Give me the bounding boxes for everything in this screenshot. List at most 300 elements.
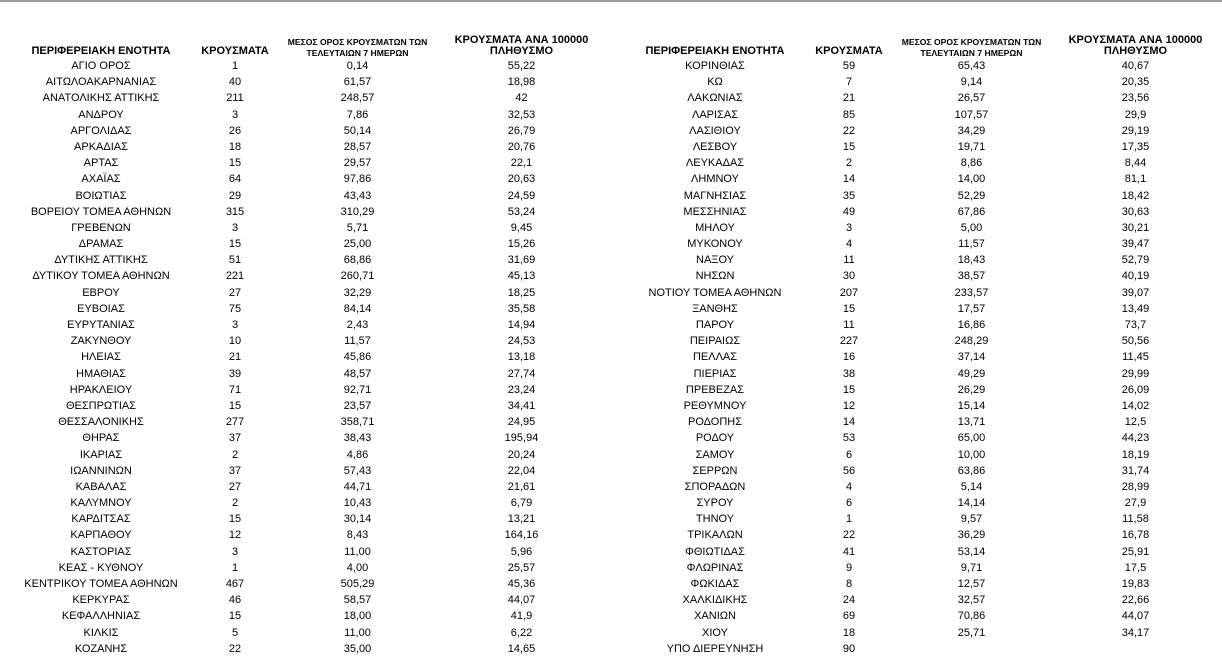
per100k-cell: 40,67 [1121,60,1150,72]
header-region: ΠΕΡΙΦΕΡΕΙΑΚΗ ΕΝΟΤΗΤΑ [31,45,171,58]
avg7-cell: 26,57 [957,92,986,105]
per100k-cell: 20,35 [1121,76,1150,89]
cases-cell: 2 [231,497,239,510]
cases-cell: 12 [228,529,242,542]
region-cell: ΜΕΣΣΗΝΙΑΣ [683,205,747,218]
avg7-cell: 35,00 [343,642,372,655]
per100k-cell: 6,22 [510,626,533,639]
cases-cell: 75 [228,302,242,315]
region-cell: ΣΠΟΡΑΔΩΝ [684,480,746,493]
region-cell: ΑΡΓΟΛΙΔΑΣ [70,124,132,137]
per100k-cell: 24,95 [507,416,536,429]
region-cell: ΚΕΡΚΥΡΑΣ [72,594,130,607]
cases-cell: 22 [842,124,856,137]
avg7-cell: 11,57 [958,238,985,251]
avg7-cell: 14,14 [957,497,986,510]
cases-cell: 51 [228,254,242,267]
cases-cell: 3 [231,319,239,331]
cases-cell: 6 [845,497,853,510]
region-cell: ΘΕΣΣΑΛΟΝΙΚΗΣ [58,416,144,429]
avg7-cell: 26,29 [957,383,986,396]
avg7-cell: 12,57 [957,578,986,590]
cases-cell: 69 [842,610,856,623]
avg7-cell: 233,57 [954,286,989,299]
cases-cell: 3 [231,545,239,558]
header-avg7: ΜΕΣΟΣ ΟΡΟΣ ΚΡΟΥΣΜΑΤΩΝ ΤΩΝ ΤΕΛΕΥΤΑΙΩΝ 7 ΗΜΕΡΩΝ [287,37,428,58]
per100k-cell: 17,5 [1124,561,1147,574]
avg7-cell: 8,43 [346,529,369,542]
per100k-cell: 8,44 [1124,157,1147,170]
region-cell: ΚΑΛΥΜΝΟΥ [70,497,132,510]
region-cell: ΠΕΙΡΑΙΩΣ [689,335,741,348]
cases-cell: 211 [226,92,244,105]
cases-cell: 49 [842,205,856,218]
region-cell: ΔΥΤΙΚΟΥ ΤΟΜΕΑ ΑΘΗΝΩΝ [32,270,170,283]
header-avg7: ΜΕΣΟΣ ΟΡΟΣ ΚΡΟΥΣΜΑΤΩΝ ΤΩΝ ΤΕΛΕΥΤΑΙΩΝ 7 ΗΜΕΡΩΝ [901,37,1042,58]
per100k-cell: 20,76 [507,140,536,153]
region-cell: ΠΕΛΛΑΣ [692,351,738,364]
cases-cell: 90 [842,642,856,655]
region-cell: ΕΥΡΥΤΑΝΙΑΣ [67,319,135,331]
per100k-cell: 18,98 [507,76,536,89]
avg7-cell: 5,14 [960,480,983,493]
avg7-cell: 49,29 [957,367,986,380]
region-cell: ΛΕΣΒΟΥ [692,140,738,153]
region-cell: ΧΑΝΙΩΝ [694,610,736,623]
cases-cell: 85 [842,108,856,121]
per100k-cell: 24,59 [507,189,536,202]
per100k-cell: 28,99 [1121,480,1150,493]
header-cases: ΚΡΟΥΣΜΑΤΑ [815,45,883,58]
avg7-cell: 248,57 [340,92,375,105]
region-cell: ΛΗΜΝΟΥ [691,173,739,186]
cases-cell: 22 [228,642,242,655]
region-cell: ΚΕΑΣ - ΚΥΘΝΟΥ [58,561,144,574]
region-cell: ΕΒΡΟΥ [82,286,120,299]
per100k-cell: 29,19 [1121,124,1150,137]
avg7-cell: 50,14 [343,124,372,137]
region-cell: ΠΡΕΒΕΖΑΣ [685,383,745,396]
avg7-cell: 4,86 [346,448,369,461]
cases-cell: 221 [225,270,245,283]
cases-cell: 4 [845,480,853,493]
avg7-cell: 13,71 [957,416,986,429]
region-cell: ΥΠΟ ΔΙΕΡΕΥΝΗΣΗ [666,642,764,655]
avg7-cell: 17,57 [957,302,986,315]
cases-cell: 11 [843,254,855,267]
avg7-cell: 15,14 [957,399,986,412]
cases-cell: 6 [845,448,853,461]
avg7-cell: 84,14 [343,302,372,315]
avg7-cell: 92,71 [343,383,372,396]
per100k-cell: 31,74 [1121,464,1150,477]
avg7-cell: 19,71 [957,140,986,153]
avg7-cell: 25,00 [343,238,372,251]
per100k-cell: 45,36 [507,578,536,590]
cases-cell: 38 [842,367,856,380]
avg7-cell: 248,29 [954,335,989,348]
region-cell: ΡΕΘΥΜΝΟΥ [683,399,747,412]
region-cell: ΚΟΖΑΝΗΣ [74,642,128,655]
region-cell: ΦΩΚΙΔΑΣ [690,578,740,590]
avg7-cell: 67,86 [957,205,986,218]
cases-cell: 64 [228,173,242,186]
avg7-cell: 310,29 [340,205,375,218]
avg7-cell: 14,00 [957,173,986,186]
per100k-cell: 26,79 [507,124,536,137]
per100k-cell: 52,79 [1121,254,1150,267]
avg7-cell: 7,86 [346,108,369,121]
cases-cell: 56 [842,464,856,477]
cases-cell: 8 [845,578,853,590]
avg7-cell: 65,43 [957,60,986,72]
region-cell: ΝΑΞΟΥ [696,254,734,267]
cases-cell: 315 [225,205,245,218]
per100k-cell: 19,83 [1121,578,1150,590]
per100k-cell: 45,13 [507,270,536,283]
region-cell: ΦΛΩΡΙΝΑΣ [686,561,744,574]
region-cell: ΡΟΔΟΥ [695,432,735,445]
region-cell: ΘΗΡΑΣ [82,432,120,445]
per100k-cell: 44,07 [1121,610,1150,623]
avg7-cell: 9,71 [960,561,983,574]
avg7-cell: 53,14 [957,545,986,558]
per100k-cell: 40,19 [1121,270,1150,283]
region-cell: ΠΙΕΡΙΑΣ [693,367,737,380]
per100k-cell: 25,91 [1121,545,1150,558]
per100k-cell: 30,21 [1121,221,1150,234]
cases-cell: 24 [842,594,856,607]
per100k-cell: 11,45 [1122,351,1149,364]
avg7-cell: 43,43 [343,189,372,202]
region-cell: ΜΗΛΟΥ [695,221,735,234]
per100k-cell: 23,24 [507,383,536,396]
region-cell: ΒΟΙΩΤΙΑΣ [75,189,127,202]
region-cell: ΚΕΝΤΡΙΚΟΥ ΤΟΜΕΑ ΑΘΗΝΩΝ [24,578,178,590]
cases-cell: 22 [842,529,856,542]
per100k-cell: 195,94 [504,432,539,445]
region-cell: ΤΗΝΟΥ [695,513,735,526]
per100k-cell: 22,1 [510,157,533,170]
avg7-cell: 358,71 [340,416,375,429]
per100k-cell: 25,57 [507,561,536,574]
cases-cell: 14 [842,173,856,186]
cases-cell: 467 [225,578,245,590]
region-cell: ΚΑΣΤΟΡΙΑΣ [70,545,132,558]
per100k-cell: 42 [515,92,528,105]
cases-cell: 2 [845,157,853,170]
region-cell: ΒΟΡΕΙΟΥ ΤΟΜΕΑ ΑΘΗΝΩΝ [30,205,172,218]
per100k-cell: 20,24 [507,448,536,461]
cases-cell: 15 [228,399,242,412]
avg7-cell: 0,14 [346,60,369,72]
per100k-cell: 23,56 [1121,92,1150,105]
cases-cell: 9 [845,561,853,574]
cases-cell: 15 [842,302,856,315]
cases-cell: 14 [842,416,856,429]
per100k-cell: 35,58 [507,302,536,315]
per100k-cell: 32,53 [507,108,536,121]
per100k-cell: 81,1 [1124,173,1147,186]
region-cell: ΜΥΚΟΝΟΥ [687,238,743,251]
avg7-cell: 5,71 [346,221,369,234]
region-cell: ΣΥΡΟΥ [696,497,734,510]
per100k-cell: 44,23 [1121,432,1150,445]
per100k-cell: 27,9 [1124,497,1147,510]
region-cell: ΦΘΙΩΤΙΔΑΣ [685,545,745,558]
per100k-cell: 39,07 [1121,286,1150,299]
per100k-cell: 50,56 [1121,335,1150,348]
region-cell: ΙΚΑΡΙΑΣ [79,448,123,461]
per100k-cell: 30,63 [1121,205,1150,218]
cases-cell: 37 [228,432,242,445]
cases-cell: 46 [228,594,242,607]
per100k-cell: 29,99 [1121,367,1150,380]
avg7-cell: 36,29 [957,529,986,542]
per100k-cell: 44,07 [507,594,536,607]
top-border [0,0,1222,2]
cases-cell: 227 [839,335,859,348]
region-cell: ΓΡΕΒΕΝΩΝ [71,221,131,234]
region-cell: ΡΟΔΟΠΗΣ [687,416,743,429]
cases-cell: 15 [228,610,242,623]
avg7-cell: 70,86 [957,610,986,623]
avg7-cell: 4,00 [346,561,369,574]
region-cell: ΠΑΡΟΥ [695,319,735,331]
avg7-cell: 38,43 [343,432,372,445]
cases-cell: 10 [228,335,242,348]
region-cell: ΔΡΑΜΑΣ [78,238,124,251]
region-cell: ΗΛΕΙΑΣ [81,351,121,364]
per100k-cell: 14,65 [507,642,536,655]
region-cell: ΖΑΚΥΝΘΟΥ [70,335,132,348]
cases-cell: 30 [842,270,856,283]
avg7-cell: 505,29 [340,578,375,590]
region-cell: ΑΡΤΑΣ [83,157,119,170]
avg7-cell: 32,29 [343,286,372,299]
region-cell: ΚΕΦΑΛΛΗΝΙΑΣ [61,610,141,623]
cases-cell: 11 [843,319,855,331]
per100k-cell: 13,21 [507,513,536,526]
per100k-cell: 55,22 [507,60,536,72]
avg7-cell: 10,00 [957,448,986,461]
region-cell: ΕΥΒΟΙΑΣ [77,302,125,315]
per100k-cell: 18,42 [1121,189,1150,202]
region-cell: ΚΙΛΚΙΣ [83,626,119,639]
region-cell: ΑΓΙΟ ΟΡΟΣ [71,60,131,72]
per100k-cell: 15,26 [507,238,536,251]
avg7-cell: 38,57 [957,270,986,283]
region-cell: ΤΡΙΚΑΛΩΝ [687,529,743,542]
region-cell: ΑΡΚΑΔΙΑΣ [74,140,128,153]
cases-table-right [616,25,1212,657]
avg7-cell: 11,00 [344,545,371,558]
cases-cell: 5 [231,626,239,639]
header-cases: ΚΡΟΥΣΜΑΤΑ [201,45,269,58]
avg7-cell: 28,57 [343,140,372,153]
avg7-cell: 23,57 [343,399,372,412]
cases-cell: 18 [228,140,242,153]
cases-cell: 26 [228,124,242,137]
per100k-cell: 27,74 [507,367,536,380]
per100k-cell: 41,9 [510,610,533,623]
avg7-cell: 2,43 [346,319,369,331]
avg7-cell: 25,71 [957,626,986,639]
region-cell: ΜΑΓΝΗΣΙΑΣ [683,189,747,202]
per100k-cell: 164,16 [504,529,539,542]
avg7-cell: 18,43 [957,254,986,267]
avg7-cell: 10,43 [343,497,372,510]
cases-cell: 207 [839,286,859,299]
region-cell: ΑΧΑΪΑΣ [81,173,121,186]
avg7-cell: 18,00 [343,610,372,623]
per100k-cell: 13,49 [1121,302,1150,315]
cases-cell: 1 [231,561,239,574]
region-cell: ΑΝΑΤΟΛΙΚΗΣ ΑΤΤΙΚΗΣ [42,92,160,105]
per100k-cell: 16,78 [1121,529,1150,542]
cases-cell: 29 [228,189,242,202]
cases-cell: 3 [845,221,853,234]
cases-cell: 39 [228,367,242,380]
per100k-cell: 17,35 [1121,140,1150,153]
cases-cell: 15 [228,513,242,526]
per100k-cell: 9,45 [510,221,533,234]
cases-cell: 27 [228,286,242,299]
region-cell: ΛΑΡΙΣΑΣ [691,108,738,121]
per100k-cell: 18,25 [507,286,536,299]
avg7-cell: 5,00 [960,221,983,234]
per100k-cell: 34,41 [507,399,536,412]
per100k-cell: 53,24 [507,205,536,218]
per100k-cell: 18,19 [1121,448,1150,461]
region-cell: ΝΗΣΩΝ [695,270,735,283]
avg7-cell: 48,57 [343,367,372,380]
per100k-cell: 20,63 [507,173,536,186]
cases-cell: 27 [228,480,242,493]
avg7-cell: 58,57 [343,594,372,607]
cases-cell: 1 [231,60,239,72]
per100k-cell: 11,58 [1122,513,1149,526]
avg7-cell: 52,29 [957,189,986,202]
region-cell: ΗΡΑΚΛΕΙΟΥ [69,383,133,396]
region-cell: ΙΩΑΝΝΙΝΩΝ [70,464,132,477]
cases-cell: 15 [228,157,242,170]
region-cell: ΣΑΜΟΥ [695,448,735,461]
avg7-cell: 44,71 [343,480,372,493]
region-cell: ΑΝΔΡΟΥ [78,108,124,121]
per100k-cell: 6,79 [510,497,533,510]
per100k-cell: 22,04 [507,464,536,477]
cases-cell: 15 [228,238,242,251]
avg7-cell: 16,86 [957,319,986,331]
region-cell: ΘΕΣΠΡΩΤΙΑΣ [65,399,137,412]
per100k-cell: 21,61 [507,480,536,493]
region-cell: ΞΑΝΘΗΣ [692,302,738,315]
per100k-cell: 73,7 [1124,319,1147,331]
cases-cell: 59 [842,60,856,72]
per100k-cell: 29,9 [1124,108,1147,121]
avg7-cell: 45,86 [343,351,372,364]
cases-cell: 4 [845,238,853,251]
region-cell: ΛΕΥΚΑΔΑΣ [685,157,745,170]
cases-cell: 35 [842,189,856,202]
region-cell: ΛΑΣΙΘΙΟΥ [689,124,741,137]
per100k-cell: 31,69 [507,254,536,267]
avg7-cell: 11,57 [344,335,371,348]
per100k-cell: 5,96 [510,545,533,558]
cases-cell: 3 [231,221,239,234]
avg7-cell: 8,86 [960,157,983,170]
per100k-cell: 14,02 [1121,399,1150,412]
avg7-cell: 9,57 [960,513,983,526]
per100k-cell: 34,17 [1121,626,1150,639]
per100k-cell: 24,53 [507,335,536,348]
cases-cell: 15 [842,140,856,153]
avg7-cell: 9,14 [960,76,983,89]
per100k-cell: 12,5 [1124,416,1147,429]
region-cell: ΝΟΤΙΟΥ ΤΟΜΕΑ ΑΘΗΝΩΝ [648,286,782,299]
cases-cell: 18 [842,626,856,639]
region-cell: ΛΑΚΩΝΙΑΣ [687,92,743,105]
cases-cell: 277 [225,416,245,429]
per100k-cell: 13,18 [507,351,536,364]
cases-cell: 2 [231,448,239,461]
avg7-cell: 61,57 [343,76,372,89]
avg7-cell: 30,14 [343,513,372,526]
avg7-cell: 11,00 [344,626,371,639]
avg7-cell: 32,57 [957,594,986,607]
avg7-cell: 107,57 [954,108,989,121]
region-cell: ΚΟΡΙΝΘΙΑΣ [685,60,745,72]
header-region: ΠΕΡΙΦΕΡΕΙΑΚΗ ΕΝΟΤΗΤΑ [645,45,785,58]
region-cell: ΔΥΤΙΚΗΣ ΑΤΤΙΚΗΣ [54,254,148,267]
cases-cell: 53 [842,432,856,445]
per100k-cell: 14,94 [507,319,536,331]
avg7-cell: 63,86 [957,464,986,477]
avg7-cell: 34,29 [957,124,986,137]
region-cell: ΗΜΑΘΙΑΣ [76,367,126,380]
cases-cell: 12 [842,399,856,412]
region-cell: ΧΙΟΥ [702,626,728,639]
cases-cell: 41 [842,545,856,558]
region-cell: ΑΙΤΩΛΟΑΚΑΡΝΑΝΙΑΣ [45,76,157,89]
region-cell: ΚΩ [707,76,723,89]
avg7-cell: 68,86 [343,254,372,267]
cases-cell: 16 [842,351,856,364]
cases-cell: 71 [228,383,242,396]
region-cell: ΚΑΒΑΛΑΣ [75,480,127,493]
per100k-cell: 39,47 [1121,238,1150,251]
cases-cell: 40 [228,76,242,89]
region-cell: ΧΑΛΚΙΔΙΚΗΣ [682,594,748,607]
avg7-cell: 65,00 [957,432,986,445]
avg7-cell: 29,57 [343,157,372,170]
cases-table-left [2,25,598,657]
header-per100k: ΚΡΟΥΣΜΑΤΑ ΑΝΑ 100000 ΠΛΗΘΥΣΜΟ [454,33,589,58]
region-cell: ΚΑΡΠΑΘΟΥ [70,529,132,542]
cases-cell: 3 [231,108,239,121]
header-per100k: ΚΡΟΥΣΜΑΤΑ ΑΝΑ 100000 ΠΛΗΘΥΣΜΟ [1068,33,1203,58]
per100k-cell: 26,09 [1121,383,1150,396]
cases-cell: 21 [842,92,856,105]
cases-cell: 21 [228,351,242,364]
per100k-cell: 22,66 [1121,594,1150,607]
avg7-cell: 260,71 [340,270,375,283]
avg7-cell: 37,14 [957,351,986,364]
cases-cell: 7 [845,76,853,89]
avg7-cell: 57,43 [343,464,372,477]
region-cell: ΚΑΡΔΙΤΣΑΣ [71,513,131,526]
